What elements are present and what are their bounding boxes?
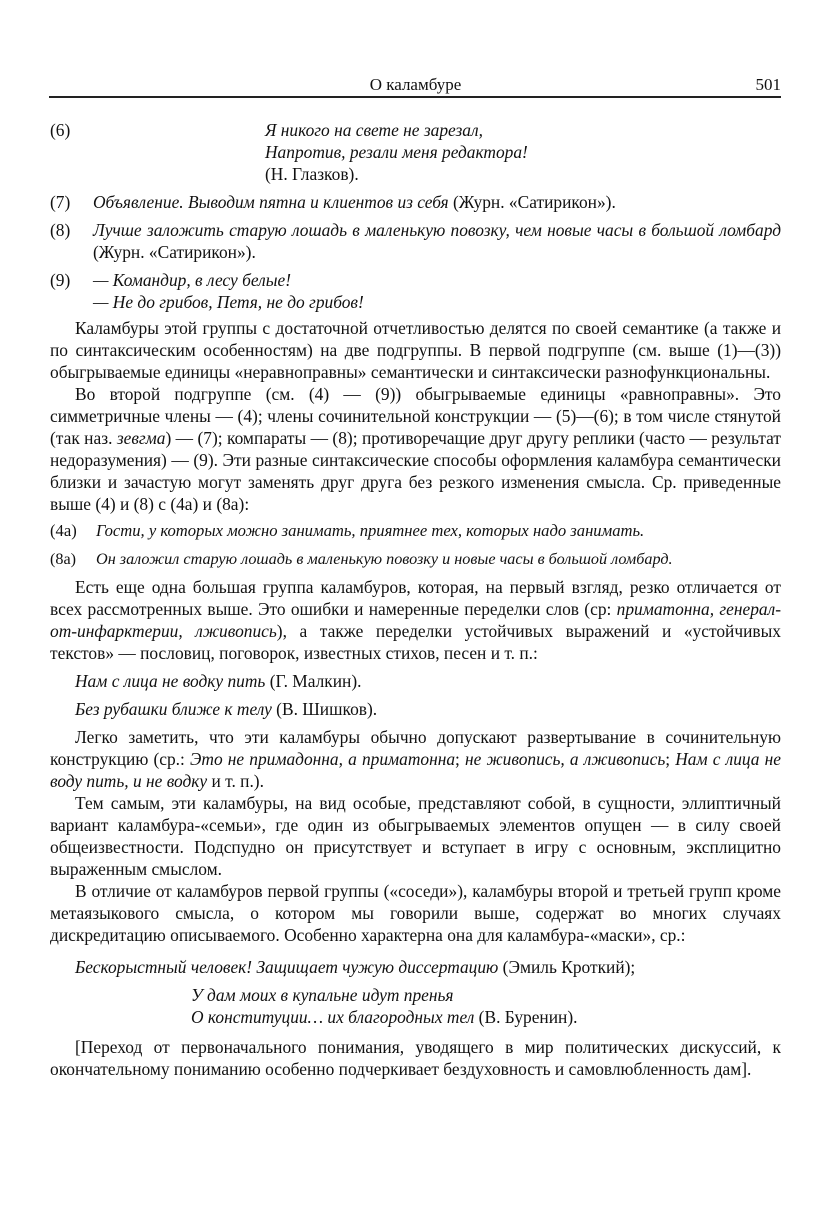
text: ; [455, 749, 466, 769]
example-inline: не живопись, а лживопись [465, 749, 666, 769]
example-text: Лучше заложить старую лошадь в маленькую повозку, чем новые часы в большой ломбард [93, 220, 781, 240]
paragraph: [Переход от первоначального понимания, уводящего в мир политических дискуссий, к окончательному пониманию особенно подчеркивает бездуховность и самовлюбленность дам]. [50, 1037, 781, 1079]
example-text: Он заложил старую лошадь в маленькую повозку и новые часы в большой ломбард. [96, 550, 673, 568]
quote [50, 670, 781, 692]
terms: приматонна, генерал-от-инфарктерии, лживопись [50, 599, 781, 641]
verse-line: У дам моих в купальне идут пренья [191, 985, 454, 1005]
quote-text: Нам с лица не водку пить [75, 671, 266, 691]
verse-source: (В. Буренин). [474, 1007, 578, 1027]
verse-line: Напротив, резали меня редактора! [265, 142, 528, 162]
dialogue-line: — Не до грибов, Петя, не до грибов! [93, 292, 364, 312]
example-number: (4а) [50, 521, 77, 540]
example-source: (Журн. «Сатирикон»). [93, 242, 256, 262]
example-text: Гости, у которых можно занимать, приятнее тех, которых надо занимать. [96, 521, 645, 540]
paragraph: В отличие от каламбуров первой группы («соседи»), каламбуры второй и третьей групп кроме метаязыкового смысла, о котором мы говорили выше, содержат во многих случаях дискредитацию описываемого. Особенно характерна она для каламбура-«маски», ср.: [50, 881, 781, 945]
page-number: 501 [755, 75, 781, 94]
example-number: (8) [50, 220, 71, 240]
example-7 [50, 191, 781, 213]
example-9 [50, 269, 781, 313]
example-inline: Это не примадонна, а приматонна [190, 749, 456, 769]
paragraph: Тем самым, эти каламбуры, на вид особые, представляют собой, в сущности, эллиптичный вариант каламбура-«семьи», где один из обыгрываемых элементов опущен — в силу своей общеизвестности. Подспудно он присутствует и вступает в игру с основным, эксплицитно выраженным смыслом. [50, 793, 781, 879]
text: и т. п.). [207, 771, 264, 791]
text: Есть еще одна большая группа каламбуров, которая, на первый взгляд, резко отличается от всех рассмотренных выше. Это ошибки и намеренные переделки слов (ср: [50, 577, 781, 619]
quote-source: (Эмиль Кроткий); [498, 957, 636, 977]
example-number: (7) [50, 192, 71, 212]
page-body [50, 119, 781, 1080]
example-source: (Журн. «Сатирикон»). [448, 192, 616, 212]
verse-source: (Н. Глазков). [265, 164, 359, 184]
example-text: Объявление. Выводим пятна и клиентов из себя [93, 192, 449, 212]
example-number: (8а) [50, 550, 77, 568]
quote [50, 956, 781, 978]
paragraph [50, 383, 781, 515]
running-title: О каламбуре [369, 75, 462, 94]
term: зевгма [116, 428, 166, 448]
verse-line [191, 1006, 781, 1028]
quote-text: Бескорыстный человек! Защищает чужую диссертацию [75, 957, 499, 977]
quote [50, 698, 781, 720]
example-4a [50, 520, 781, 542]
paragraph: Каламбуры этой группы с достаточной отчетливостью делятся по своей семантике (а также и по синтаксическим особенностям) на две подгруппы. В первой подгруппе (см. выше (1)—(3)) обыгрываемые единицы «неравноправны» семантически и синтаксически разнофункциональны. [50, 318, 781, 382]
text: Легко заметить, что эти каламбуры обычно допускают развертывание в сочинительную конструкцию (ср.: [50, 727, 781, 769]
text: ), а также переделки устойчивых выражений и «устойчивых текстов» — пословиц, поговорок, известных стихов, песен и т. п.: [50, 621, 781, 663]
header-rule [49, 96, 781, 98]
text: ) — (7); компараты — (8); противоречащие друг другу реплики (часто — результат недоразумения) — (9). Эти разные синтаксические способы оформления каламбура семантически близки и зачастую могут заменять друг друга без резкого изменения смысла. Ср. приведенные выше (4) и (8) с (4а) и (8а): [50, 428, 781, 514]
example-number: (6) [50, 120, 71, 140]
dialogue-line: — Командир, в лесу белые! [93, 270, 292, 290]
quote-source: (В. Шишков). [271, 699, 378, 719]
verse-line: Я никого на свете не зарезал, [265, 120, 483, 140]
example-number: (9) [50, 270, 71, 290]
running-head [50, 74, 781, 96]
example-8a [50, 548, 781, 570]
verse [191, 984, 781, 1028]
paragraph [50, 576, 781, 664]
verse-text: О конституции… их благородных тел [191, 1007, 475, 1027]
example-6 [50, 119, 781, 185]
quote-text: Без рубашки ближе к телу [75, 699, 272, 719]
example-inline: Нам с лица не воду пить, и не водку [50, 749, 781, 791]
paragraph [50, 726, 781, 792]
quote-source: (Г. Малкин). [265, 671, 362, 691]
example-8 [50, 219, 781, 263]
text: Во второй подгруппе (см. (4) — (9)) обыгрываемые единицы «равноправны». Это симметричные члены — (4); члены сочинительной конструкции — (5)—(6); в том числе стянутой (так наз. [50, 384, 781, 448]
text: ; [665, 749, 676, 769]
